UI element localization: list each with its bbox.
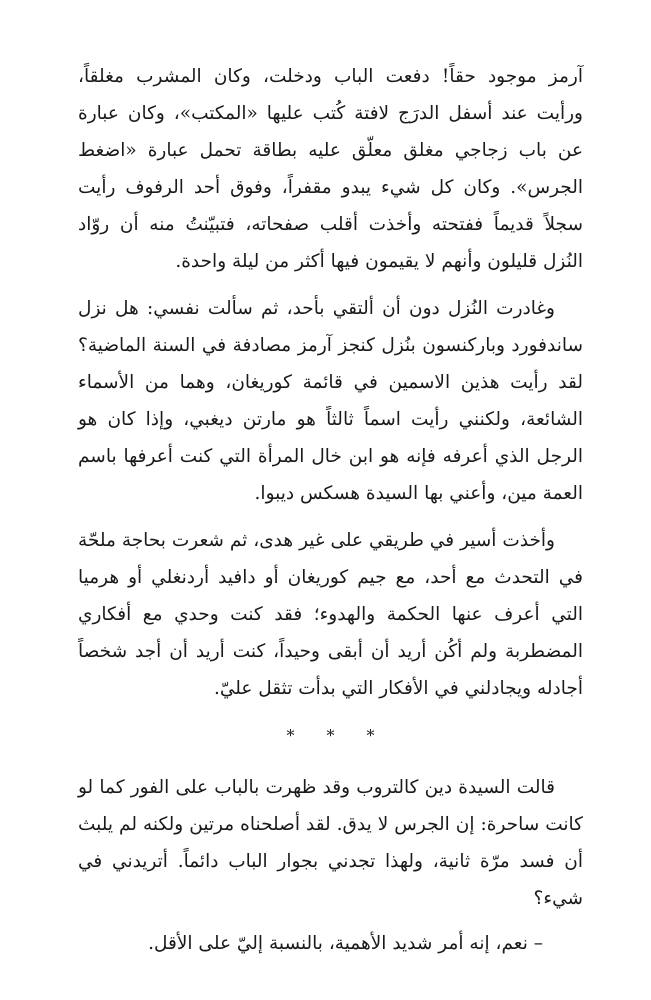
paragraph-gap — [78, 512, 583, 522]
paragraph-gap — [78, 280, 583, 290]
section-separator — [78, 721, 583, 751]
separator-asterisk: * — [326, 726, 335, 745]
separator-asterisk: * — [366, 726, 375, 745]
paragraph-2: وغادرت النُزل دون أن ألتقي بأحد، ثم سألت نفسي: هل نزل ساندفورد وباركنسون بنُزل كنجز آرمز مصادفة في السنة الماضية؟ لقد رأيت هذين الاسمين في قائمة كوريغان، وهما من الأسماء الشائعة، ولكنني رأيت اسماً ثالثاً هو مارتن ديغبي، وإذا كان هو الرجل الذي أعرفه فإنه هو ابن خال المرأة التي كنت أعرفها باسم العمة مين، وأعني بها السيدة هسكس ديبوا. — [78, 298, 583, 504]
dialogue-line: – نعم، إنه أمر شديد الأهمية، بالنسبة إليّ على الأقل. — [148, 933, 543, 954]
paragraph-1: آرمز موجود حقاً! دفعت الباب ودخلت، وكان المشرب مغلقاً، ورأيت عند أسفل الدرَج لافتة كُتب عليها «المكتب»، وكان عبارة عن باب زجاجي مغلق معلّق عليه بطاقة تحمل عبارة «اضغط الجرس». وكان كل شيء يبدو مقفراً، وفوق أحد الرفوف رأيت سجلاً قديماً ففتحته وأخذت أقلب صفحاته، فتبيّنتُ منه أن روّاد النُزل قليلون وأنهم لا يقيمون فيها أكثر من ليلة واحدة. — [78, 66, 583, 272]
book-page — [78, 58, 583, 988]
paragraph-3: وأخذت أسير في طريقي على غير هدى، ثم شعرت بحاجة ملحّة في التحدث مع أحد، مع جيم كوريغان أو دافيد أردنغلي أو هرميا التي أعرف عنها الحكمة والهدوء؛ فقد كنت وحدي مع أفكاري المضطربة ولم أكُن أريد أن أبقى وحيداً، كنت أريد أن أجد شخصاً أجادله ويجادلني في الأفكار التي بدأت تثقل عليّ. — [78, 530, 583, 699]
paragraph-4: قالت السيدة دين كالتروب وقد ظهرت بالباب على الفور كما لو كانت ساحرة: إن الجرس لا يدق. لقد أصلحناه مرتين ولكنه لم يلبث أن فسد مرّة ثانية، ولهذا تجدني بجوار الباب دائماً. أتريدني في شيء؟ — [78, 777, 583, 909]
separator-asterisk: * — [286, 726, 295, 745]
